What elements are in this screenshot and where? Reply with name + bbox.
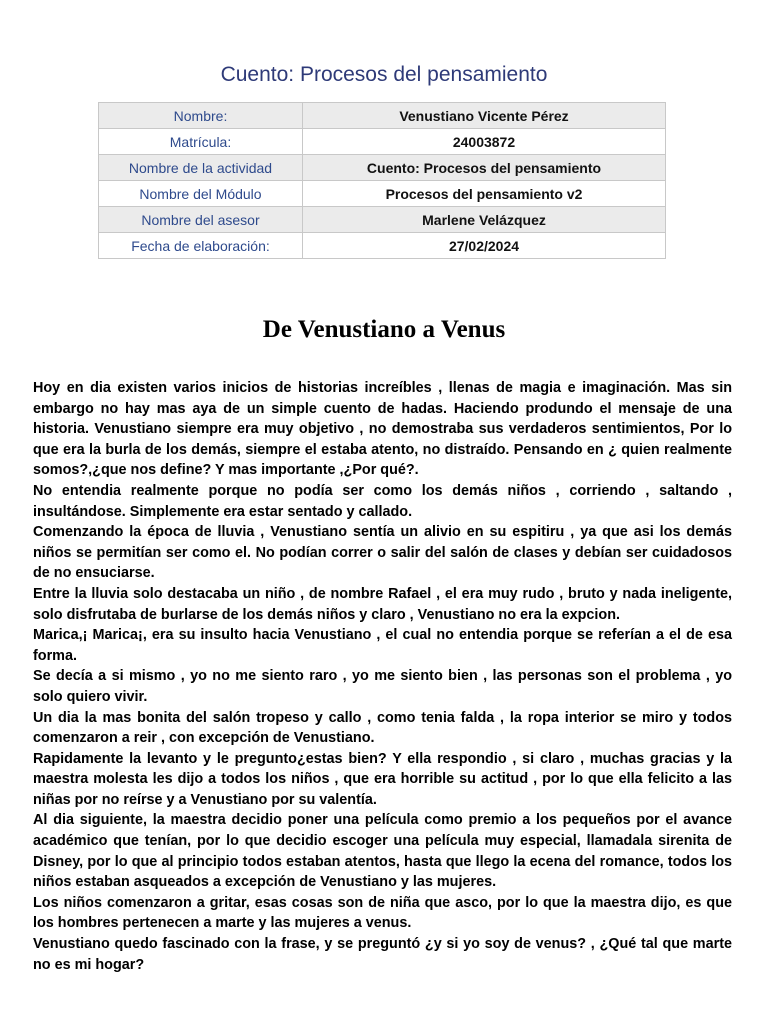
paragraph: Entre la lluvia solo destacaba un niño , de nombre Rafael , el era muy rudo , bruto y nada ineligente, solo disfrutaba de burlarse de los demás niños y claro , Venustiano no era la expcion. (33, 585, 732, 623)
story-body (33, 378, 732, 975)
enrollment-label: Matrícula: (99, 129, 303, 155)
paragraph: Se decía a si mismo , yo no me siento raro , yo me siento bien , las personas son el problema , yo solo quiero vivir. (33, 668, 732, 705)
activity-label: Nombre de la actividad (99, 155, 303, 181)
paragraph: Un dia la mas bonita del salón tropeso y callo , como tenia falda , la ropa interior se miro y todos comenzaron a reir , con excepción de Venustiano. (33, 709, 732, 747)
name-value: Venustiano Vicente Pérez (303, 103, 666, 129)
paragraph: Hoy en dia existen varios inicios de historias increíbles , llenas de magia e imaginación. Mas sin embargo no hay mas aya de un simple cuento de hadas. Haciendo produndo el mensaje de una historia. Venustiano siempre era muy objetivo , no demostraba sus verdaderos sentimientos, Por lo que era la burla de los demás, siempre el estaba atento, no distraído. Pensando en ¿ quien realmente somos?,¿que nos define? Y mas importante ,¿Por qué?. (33, 380, 732, 479)
paragraph: Rapidamente la levanto y le pregunto¿estas bien? Y ella respondio , si claro , muchas gracias y la maestra molesta les dijo a todos los niños , que era horrible su actitud , por lo que ella felicito a las niñas por no reírse y a Venustiano por su valentía. (33, 750, 732, 808)
table-row (99, 181, 666, 207)
paragraph: Comenzando la época de lluvia , Venustiano sentía un alivio en su espitiru , ya que asi los demás niños se permitían ser como el. No podían correr o salir del salón de clases y debían ser cuidadosos de no ensuciarse. (33, 524, 732, 582)
paragraph: Venustiano quedo fascinado con la frase, y se preguntó ¿y si yo soy de venus? , ¿Qué tal que marte no es mi hogar? (33, 936, 732, 973)
advisor-value: Marlene Velázquez (303, 207, 666, 233)
document-title: Cuento: Procesos del pensamiento (220, 63, 548, 86)
story-title: De Venustiano a Venus (262, 316, 506, 343)
table-row (99, 155, 666, 181)
paragraph: Al dia siguiente, la maestra decidio poner una película como premio a los pequeños por el avance académico que tenían, por lo que decidio escoger una película muy especial, llamadala sirenita de Disney, por lo que al principio todos estaban atentos, hasta que llego la ecena del romance, todos los niños estaban asqueados a excepción de Venustiano y las mujeres. (33, 812, 732, 891)
advisor-label: Nombre del asesor (99, 207, 303, 233)
name-label: Nombre: (99, 103, 303, 129)
date-value: 27/02/2024 (303, 233, 666, 259)
paragraph: Los niños comenzaron a gritar, esas cosas son de niña que asco, por lo que la maestra dijo, es que los hombres pertenecen a marte y las mujeres a venus. (33, 894, 732, 932)
table-row (99, 233, 666, 259)
module-label: Nombre del Módulo (99, 181, 303, 207)
enrollment-value: 24003872 (303, 129, 666, 155)
date-label: Fecha de elaboración: (99, 233, 303, 259)
paragraph: No entendia realmente porque no podía ser como los demás niños , corriendo , saltando , insultándose. Simplemente era estar sentado y callado. (33, 482, 732, 520)
table-row (99, 103, 666, 129)
module-value: Procesos del pensamiento v2 (303, 181, 666, 207)
paragraph: Marica,¡ Marica¡, era su insulto hacia Venustiano , el cual no entendia porque se referían a el de esa forma. (33, 627, 732, 664)
table-row (99, 129, 666, 155)
info-table (98, 102, 666, 259)
activity-value: Cuento: Procesos del pensamiento (303, 155, 666, 181)
table-row (99, 207, 666, 233)
